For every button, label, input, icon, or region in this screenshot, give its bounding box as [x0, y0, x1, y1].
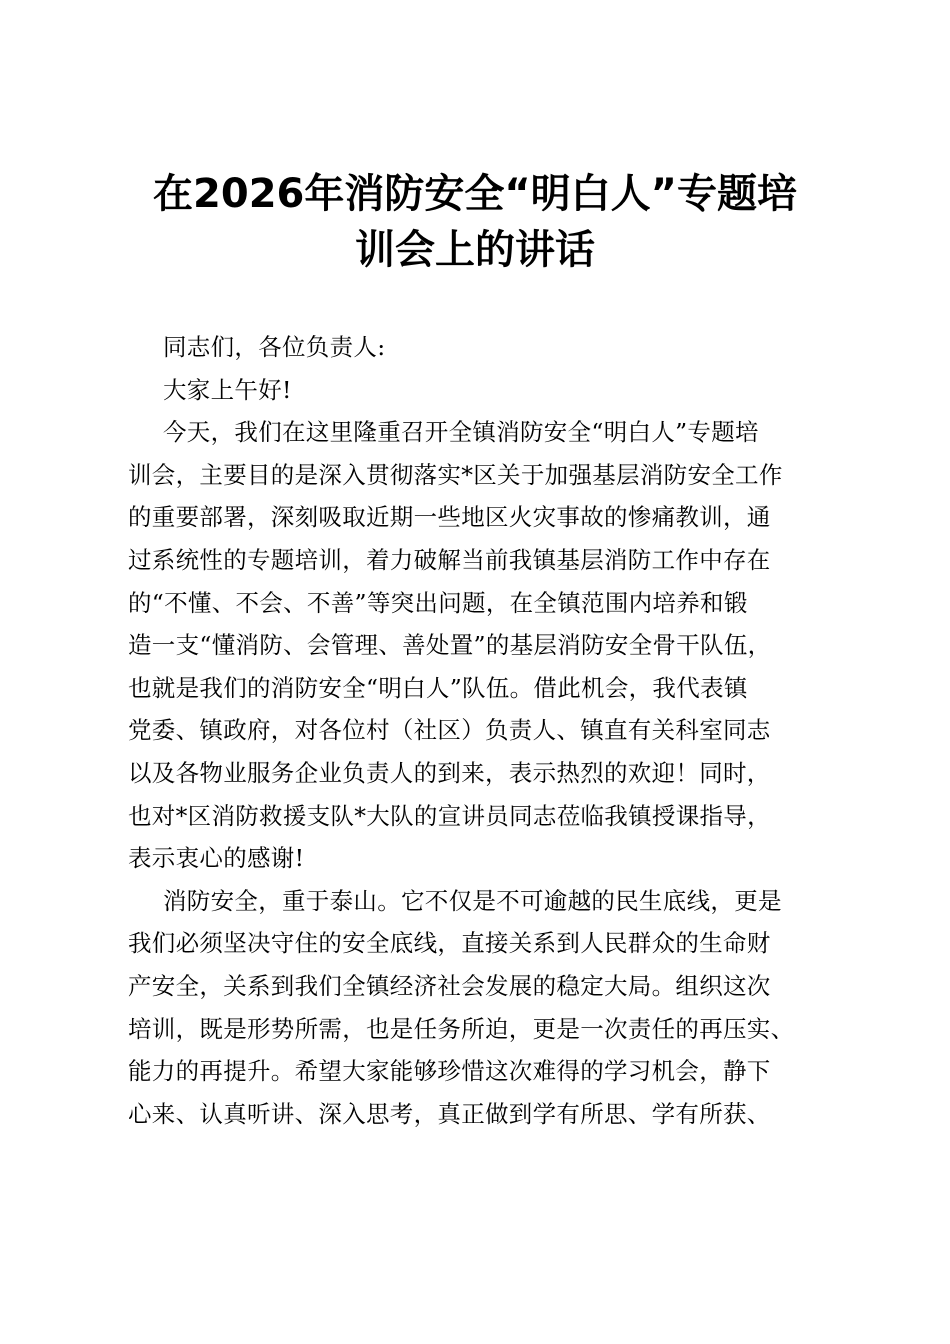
paragraph-2-line: 心来、认真听讲、深入思考，真正做到学有所思、学有所获、 — [128, 1099, 771, 1128]
paragraph-1-line: 的重要部署，深刻吸取近期一些地区火灾事故的惨痛教训，通 — [128, 503, 771, 532]
title-line-2: 训会上的讲话 — [355, 227, 595, 273]
salutation: 同志们，各位负责人: — [163, 333, 386, 361]
paragraph-1-line: 今天，我们在这里隆重召开全镇消防安全“明白人”专题培 — [163, 418, 759, 447]
document-body — [128, 326, 848, 1135]
paragraph-1-line: 党委、镇政府，对各位村（社区）负责人、镇直有关科室同志 — [128, 716, 771, 745]
paragraph-2-line: 消防安全，重于泰山。它不仅是不可逾越的民生底线，更是 — [163, 886, 782, 915]
paragraph-2-line: 产安全，关系到我们全镇经济社会发展的稳定大局。组织这次 — [128, 971, 771, 1000]
paragraph-2-line: 培训，既是形势所需，也是任务所迫，更是一次责任的再压实、 — [128, 1014, 795, 1043]
title-line-1: 在2026年消防安全“明白人”专题培 — [153, 171, 797, 217]
paragraph-1 — [128, 411, 848, 880]
paragraph-1-line: 也就是我们的消防安全“明白人”队伍。借此机会，我代表镇 — [128, 673, 748, 702]
greeting: 大家上午好! — [163, 375, 292, 404]
paragraph-1-line: 以及各物业服务企业负责人的到来，表示热烈的欢迎！同时， — [128, 758, 771, 787]
paragraph-1-line: 过系统性的专题培训，着力破解当前我镇基层消防工作中存在 — [128, 545, 771, 574]
paragraph-1-line: 的“不懂、不会、不善”等突出问题，在全镇范围内培养和锻 — [128, 588, 748, 617]
paragraph-2-line: 我们必须坚决守住的安全底线，直接关系到人民群众的生命财 — [128, 929, 771, 958]
paragraph-1-line: 表示衷心的感谢! — [128, 844, 305, 873]
paragraph-1-line: 训会，主要目的是深入贯彻落实*区关于加强基层消防安全工作 — [128, 460, 783, 489]
paragraph-2-line: 能力的再提升。希望大家能够珍惜这次难得的学习机会，静下 — [128, 1057, 771, 1086]
paragraph-2 — [128, 880, 848, 1136]
paragraph-1-line: 也对*区消防救援支队*大队的宣讲员同志莅临我镇授课指导， — [128, 801, 771, 830]
document-title — [110, 166, 840, 278]
paragraph-1-line: 造一支“懂消防、会管理、善处置”的基层消防安全骨干队伍， — [128, 631, 772, 660]
